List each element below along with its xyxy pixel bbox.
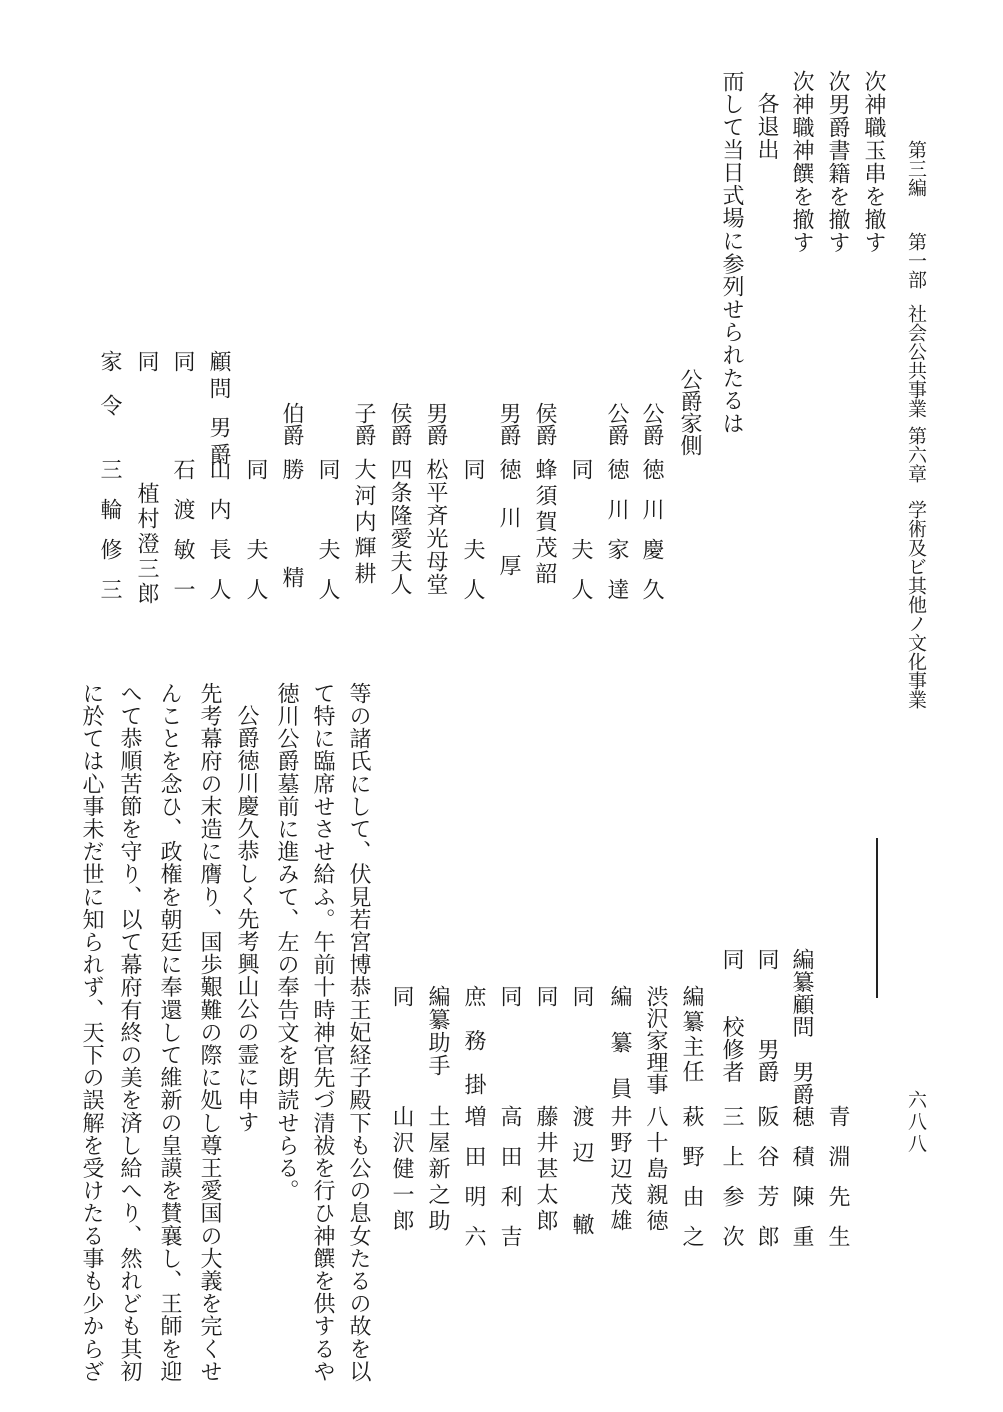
attendee-name: 大河内輝耕 — [351, 458, 376, 588]
attendee-title: 同 — [134, 350, 159, 372]
attendee-name: 徳川慶久 — [639, 458, 664, 618]
attendee-name: 松平斉光母堂 — [423, 458, 448, 596]
page-number: 六八八 — [905, 1090, 927, 1156]
editor-title: 同 — [569, 985, 594, 1007]
attendee-title: 子爵 — [351, 402, 376, 446]
attendee-name: 山内長人 — [206, 458, 231, 618]
editors-header: 青淵先生 — [825, 1105, 850, 1265]
editor-name: 藤井甚太郎 — [533, 1105, 558, 1235]
editor-title: 同 — [497, 985, 522, 1007]
section-divider — [876, 838, 878, 998]
body-line-8: に於ては心事未だ世に知られず、天下の誤解を受けたる事も少からざ — [79, 682, 104, 1383]
attendee-title: 公爵 — [639, 402, 664, 446]
attendee-title: 公爵 — [604, 402, 629, 446]
body-line-1: 等の諸氏にして、伏見若宮博恭王妃経子殿下も公の息女たるの故を以 — [346, 682, 371, 1383]
attendee-name: 徳川家達 — [604, 458, 629, 618]
attendee-name: 同 夫人 — [243, 458, 268, 618]
ceremony-line-1: 次神職玉串を撤す — [861, 70, 886, 254]
editor-title: 同 — [533, 985, 558, 1007]
header-part: 第三編 — [905, 140, 927, 197]
ceremony-line-2: 次男爵書籍を撤す — [825, 70, 850, 254]
attendee-title: 男爵 — [423, 402, 448, 446]
attendee-name: 勝 精 — [279, 458, 304, 602]
body-line-4: 公爵徳川慶久恭しく先考興山公の霊に申す — [234, 704, 259, 1134]
attendee-name: 三輪修三 — [97, 458, 122, 618]
editor-title: 渋沢家理事 — [643, 985, 668, 1095]
editor-name: 井野辺茂雄 — [607, 1105, 632, 1235]
body-line-5: 先考幕府の末造に膺り、国歩艱難の際に処し尊王愛国の大義を完くせ — [197, 682, 222, 1383]
attendee-name: 蜂須賀茂韶 — [532, 458, 557, 588]
header-topic: 社会公共事業 — [905, 304, 927, 418]
ceremony-line-3: 次神職神饌を撤す — [789, 70, 814, 254]
editor-title: 同 校修者 — [719, 948, 744, 1083]
editor-name: 萩野由之 — [679, 1105, 704, 1265]
header-section: 第一部 — [905, 232, 927, 289]
editor-name: 山沢健一郎 — [389, 1105, 414, 1235]
editor-name: 三上参次 — [719, 1105, 744, 1265]
header-chapter: 第六章 — [905, 426, 927, 483]
editor-title: 編纂助手 — [425, 985, 450, 1077]
ceremony-line-5: 而して当日式場に参列せられたるは — [719, 70, 744, 435]
body-line-3: 徳川公爵墓前に進みて、左の奉告文を朗読せらる。 — [274, 682, 299, 1202]
header-chapter-title: 学術及ビ其他ノ文化事業 — [905, 500, 927, 709]
editor-title: 編 纂 員 — [607, 985, 632, 1100]
attendee-name: 同 夫人 — [315, 458, 340, 618]
attendee-title: 同 — [170, 350, 195, 372]
editor-name: 渡辺 轍 — [569, 1105, 594, 1249]
attendee-name: 同 夫人 — [460, 458, 485, 618]
editor-title: 同 男爵 — [754, 948, 779, 1083]
attendee-title: 侯爵 — [532, 402, 557, 446]
body-line-6: んことを念ひ、政権を朝廷に奉還して維新の皇謨を賛襄し、王師を迎 — [157, 682, 182, 1383]
ceremony-line-4: 各退出 — [754, 92, 779, 161]
attendees-heading: 公爵家側 — [677, 368, 702, 456]
body-line-2: て特に臨席せさせ給ふ。午前十時神官先づ清祓を行ひ神饌を供するや — [310, 682, 335, 1383]
attendee-title: 伯爵 — [279, 402, 304, 446]
attendee-title: 顧問 男爵 — [206, 350, 231, 470]
attendee-name: 四条隆愛夫人 — [387, 458, 412, 596]
attendee-title: 侯爵 — [387, 402, 412, 446]
body-line-7: へて恭順苦節を守り、以て幕府有終の美を済し給へり、然れども其初 — [117, 682, 142, 1383]
editor-name: 高田利吉 — [497, 1105, 522, 1265]
attendee-name: 徳川厚 — [496, 458, 521, 602]
editor-title: 同 — [389, 985, 414, 1007]
editor-name: 八十島親徳 — [643, 1105, 668, 1235]
attendee-title: 家 令 — [97, 350, 122, 416]
editor-name: 増田明六 — [461, 1105, 486, 1265]
attendee-name: 同 夫人 — [568, 458, 593, 618]
editor-title: 編纂顧問 男爵 — [789, 948, 814, 1106]
editor-name: 土屋新之助 — [425, 1105, 450, 1235]
editor-name: 阪谷芳郎 — [754, 1105, 779, 1265]
attendee-name: 石渡敏一 — [170, 458, 195, 618]
editor-title: 編纂主任 — [679, 985, 704, 1085]
editor-title: 庶 務 掛 — [461, 985, 486, 1095]
attendee-title: 男爵 — [496, 402, 521, 446]
editor-name: 穂積陳重 — [789, 1105, 814, 1265]
attendee-name: 植村澄三郎 — [134, 482, 159, 607]
